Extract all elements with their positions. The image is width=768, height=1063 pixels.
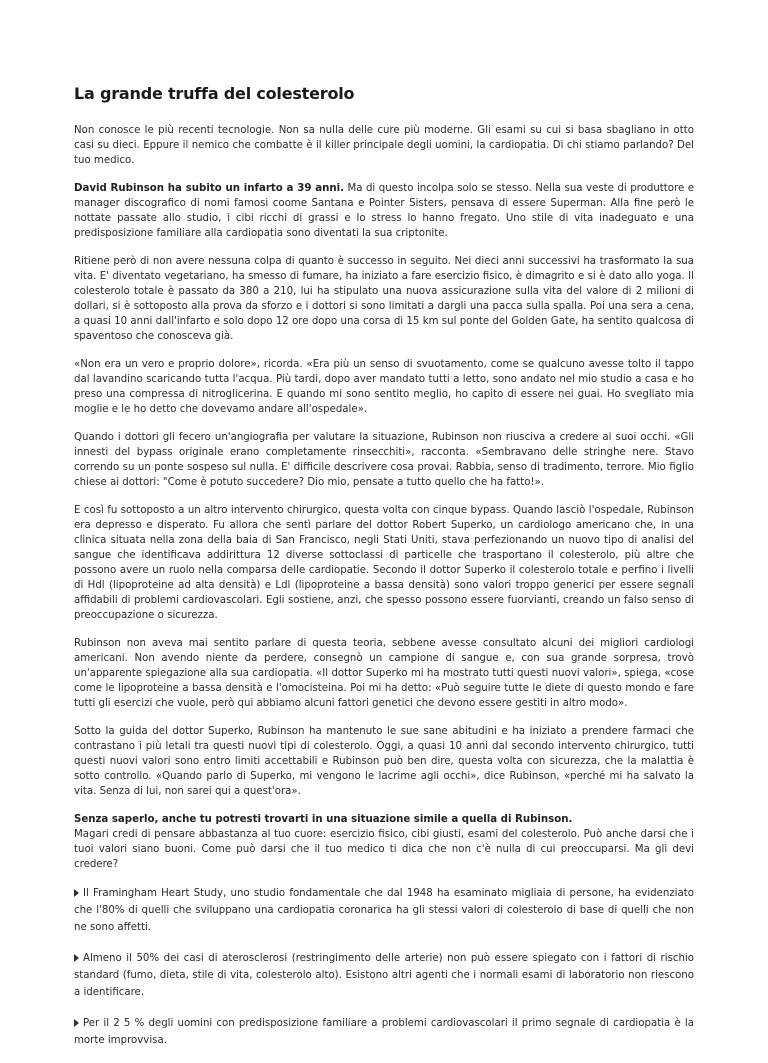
paragraph-text: Ritiene però di non avere nessuna colpa di quanto è successo in seguito. Nei dieci anni successivi ha trasformato la sua vita. E' diventato vegetariano, ha smesso di fumare, ha iniziato a fare esercizio fisico, è dimagrito e si è dato allo yoga. Il colesterolo totale è passato da 380 a 210, lui ha stipulato una nuova assicurazione sulla vita del valore di 2 milioni di dollari, si è sottoposto alla prova da sforzo e i dottori si sono limitati a dargli una pacca sulla spalla. Poi una sera a cena, a quasi 10 anni dall'infarto e solo dopo 12 ore dopo una corsa di 15 km sul ponte del Golden Gate, ha sentito qualcosa di spaventoso che conosceva già. <box>74 256 694 342</box>
paragraph-text: Non conosce le più recenti tecnologie. Non sa nulla delle cure più moderne. Gli esami su cui si basa sbagliano in otto casi su dieci. Eppure il nemico che combatte è il killer principale degli uomini, la cardiopatia. Di chi stiamo parlando? Del tuo medico. <box>74 125 694 166</box>
paragraph <box>74 181 694 241</box>
paragraph <box>74 724 694 799</box>
bullet-item <box>74 885 694 936</box>
paragraph <box>74 636 694 711</box>
section-paragraph: Magari credi di pensare abbastanza al tuo cuore: esercizio fisico, cibi giusti, esami del colesterolo. Può anche darsi che i tuoi valori siano buoni. Come può darsi che il tuo medico ti dica che non c'è nulla di cui preoccuparsi. Ma gli devi credere? <box>74 829 694 870</box>
paragraph <box>74 357 694 417</box>
paragraph-lead: David Rubinson ha subito un infarto a 39 anni. <box>74 183 344 194</box>
article-body <box>74 123 694 1063</box>
paragraph-text: «Non era un vero e proprio dolore», ricorda. «Era più un senso di svuotamento, come se qualcuno avesse tolto il tappo dal lavandino scaricando tutta l'acqua. Più tardi, dopo aver mandato tutti a letto, sono andato nel mio studio a casa e ho preso una compressa di nitroglicerina. E quando mi sono sentito meglio, ho capito di essere nei guai. Ho svegliato mia moglie e le ho detto che dovevamo andare all'ospedale». <box>74 359 694 415</box>
bullet-text: Almeno il 50% dei casi di aterosclerosi (restringimento delle arterie) non può essere spiegato con i fattori di rischio standard (fumo, dieta, stile di vita, colesterolo alto). Esistono altri agenti che i normali esami di laboratorio non riescono a identificare. <box>74 953 694 998</box>
paragraph-text: Quando i dottori gli fecero un'angiografia per valutare la situazione, Rubinson non riusciva a credere ai suoi occhi. «Gli innesti del bypass originale erano completamente rinsecchiti», racconta. «Sembravano delle stringhe nere. Stavo correndo su un ponte sospeso sul nulla. E' difficile descrivere cosa provai. Rabbia, senso di tradimento, terrore. Mio figlio chiese ai dottori: "Come è potuto succedere? Dio mio, pensate a tutto quello che ha fatto!». <box>74 432 694 488</box>
triangle-right-icon <box>74 954 79 962</box>
bullet-text: Per il 2 5 % degli uomini con predisposizione familiare a problemi cardiovascolari il primo segnale di cardiopatia è la morte improvvisa. <box>74 1018 694 1046</box>
triangle-right-icon <box>74 1019 79 1027</box>
paragraph <box>74 503 694 623</box>
paragraph-text: Sotto la guida del dottor Superko, Rubinson ha mantenuto le sue sane abitudini e ha iniziato a prendere farmaci che contrastano i più letali tra questi nuovi tipi di colesterolo. Oggi, a quasi 10 anni dal secondo intervento chirurgico, tutti questi nuovi valori sono entro limiti accettabili e Rubinson può ben dire, questa volta con sicurezza, che la malattia è sotto controllo. «Quando parlo di Superko, mi vengono le lacrime agli occhi», dice Rubinson, «perché mi ha salvato la vita. Senza di lui, non sarei qui a quest'ora». <box>74 726 694 797</box>
article-title: La grande truffa del colesterolo <box>74 84 355 103</box>
bullet-item <box>74 1015 694 1049</box>
paragraph <box>74 430 694 490</box>
paragraph <box>74 123 694 168</box>
bullet-item <box>74 950 694 1001</box>
paragraph-text: Ma di questo incolpa solo se stesso. Nella sua veste di produttore e manager discografico di nomi famosi coome Santana e Pointer Sisters, pensava di essere Superman. Alla fine però le nottate passate allo studio, i cibi ricchi di grassi e lo stress lo hanno fregato. Uno stile di vita inadeguato e una predisposizione familiare alla cardiopatia sono diventati la sua criptonite. <box>74 183 694 239</box>
paragraph <box>74 254 694 344</box>
paragraph-text: E così fu sottoposto a un altro intervento chirurgico, questa volta con cinque bypass. Quando lasciò l'ospedale, Rubinson era depresso e disperato. Fu allora che sentì parlare del dottor Robert Superko, un cardiologo americano che, in una clinica situata nella zona della baia di San Francisco, negli Stati Uniti, stava perfezionando un nuovo tipo di analisi del sangue che identificava addirittura 12 diverse sottoclassi di particelle che trasportano il colesterolo, più altre che possono avere un ruolo nella comparsa delle cardiopatie. Secondo il dottor Superko il colesterolo totale e perfino i livelli di Hdl (lipoproteine ad alta densità) e Ldl (lipoproteine a bassa densità) sono valori troppo generici per essere segnali affidabili di problemi cardiovascolari. Egli sostiene, anzi, che spesso possono essere fuorvianti, creando un falso senso di preoccupazione o sicurezza. <box>74 505 694 621</box>
bullet-text: Il Framingham Heart Study, uno studio fondamentale che dal 1948 ha esaminato migliaia di persone, ha evidenziato che l'80% di quelli che sviluppano una cardiopatia coronarica ha gli stessi valori di colesterolo di base di quelli che non ne sono affetti. <box>74 888 694 933</box>
paragraph-text: Rubinson non aveva mai sentito parlare di questa teoria, sebbene avesse consultato alcuni dei migliori cardiologi americani. Non avendo niente da perdere, consegnò un campione di sangue e, con sua grande sorpresa, trovò un'apparente spiegazione alla sua cardiopatia. «Il dottor Superko mi ha mostrato tutti questi nuovi valori», spiega, «cose come le lipoproteine a bassa densità e l'omocisteina. Poi mi ha detto: «Può seguire tutte le diete di questo mondo e fare tutti gli esercizi che vuole, però qui abbiamo alcuni fattori genetici che devono essere gestiti in altro modo». <box>74 638 694 709</box>
section-heading: Senza saperlo, anche tu potresti trovarti in una situazione simile a quella di Rubinson. <box>74 814 573 825</box>
triangle-right-icon <box>74 889 79 897</box>
